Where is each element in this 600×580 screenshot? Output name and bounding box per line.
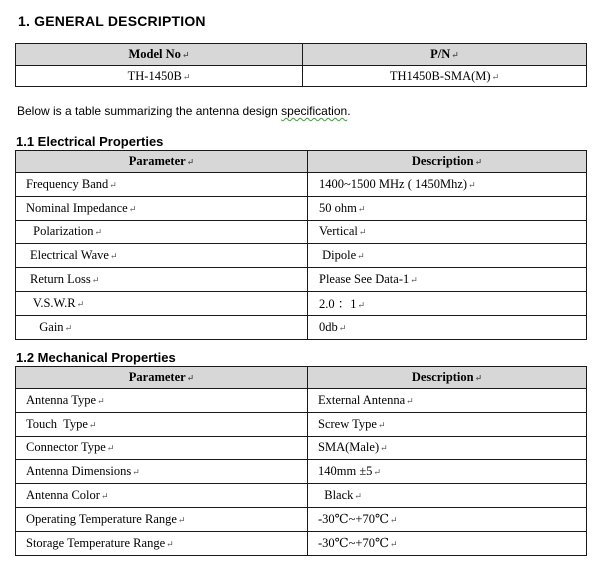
table-row <box>16 315 587 339</box>
param-cell: Gain↵ <box>16 315 308 339</box>
desc-cell: SMA(Male)↵ <box>308 436 587 460</box>
paragraph-mark-icon: ↵ <box>186 157 195 167</box>
paragraph-mark-icon: ↵ <box>181 50 190 60</box>
paragraph-mark-icon: ↵ <box>410 275 418 286</box>
desc-cell: Please See Data-1↵ <box>308 268 587 292</box>
table-row <box>16 220 587 244</box>
table-row <box>16 291 587 315</box>
paragraph-mark-icon: ↵ <box>357 251 365 262</box>
paragraph-mark-icon: ↵ <box>109 179 117 190</box>
model-table-row <box>16 66 587 87</box>
paragraph-mark-icon: ↵ <box>357 203 366 214</box>
intro-text-end: . <box>347 104 351 118</box>
paragraph-mark-icon: ↵ <box>451 50 459 60</box>
description-header: Description↵ <box>308 151 587 173</box>
paragraph-mark-icon: ↵ <box>354 491 362 502</box>
model-table-header-row <box>16 44 587 66</box>
table-header-row <box>16 367 587 389</box>
electrical-properties-table <box>15 150 587 340</box>
paragraph-mark-icon: ↵ <box>186 373 195 383</box>
param-cell: Antenna Dimensions↵ <box>16 460 308 484</box>
desc-cell: Vertical↵ <box>308 220 587 244</box>
section-title-mechanical: 1.2 Mechanical Properties <box>16 350 176 365</box>
table-row <box>16 173 587 197</box>
table-row <box>16 268 587 292</box>
param-cell: Touch Type↵ <box>16 412 308 436</box>
paragraph-mark-icon: ↵ <box>357 300 366 311</box>
paragraph-mark-icon: ↵ <box>338 322 347 333</box>
intro-text: Below is a table summarizing the antenna design <box>17 104 282 118</box>
desc-cell: 140mm ±5↵ <box>308 460 587 484</box>
parameter-header: Parameter↵ <box>16 367 308 389</box>
param-cell: Connector Type↵ <box>16 436 308 460</box>
param-cell: Nominal Impedance↵ <box>16 196 308 220</box>
paragraph-mark-icon: ↵ <box>100 491 109 502</box>
paragraph-mark-icon: ↵ <box>128 203 137 214</box>
desc-cell: 1400~1500 MHz ( 1450Mhz)↵ <box>308 173 587 197</box>
desc-cell: 50 ohm↵ <box>308 196 587 220</box>
param-cell: Return Loss↵ <box>16 268 308 292</box>
param-cell: Frequency Band↵ <box>16 173 308 197</box>
paragraph-mark-icon: ↵ <box>177 514 186 525</box>
param-cell: V.S.W.R↵ <box>16 291 308 315</box>
paragraph-mark-icon: ↵ <box>94 227 103 238</box>
mechanical-properties-table <box>15 366 587 556</box>
desc-cell: 0db↵ <box>308 315 587 339</box>
table-row <box>16 389 587 413</box>
paragraph-mark-icon: ↵ <box>389 515 398 526</box>
desc-cell: 2.0 ：1↵ <box>308 291 587 315</box>
paragraph-mark-icon: ↵ <box>373 467 381 478</box>
model-no-value: TH-1450B↵ <box>16 66 303 87</box>
desc-cell: External Antenna↵ <box>308 389 587 413</box>
param-cell: Antenna Color↵ <box>16 484 308 508</box>
table-row <box>16 196 587 220</box>
pn-header: P/N↵ <box>303 44 587 66</box>
intro-spell-word: specification <box>281 104 348 118</box>
paragraph-mark-icon: ↵ <box>132 467 140 478</box>
paragraph-mark-icon: ↵ <box>491 71 500 82</box>
table-row <box>16 244 587 268</box>
intro-paragraph <box>17 104 351 118</box>
paragraph-mark-icon: ↵ <box>88 419 97 430</box>
paragraph-mark-icon: ↵ <box>474 157 483 167</box>
param-cell: Polarization↵ <box>16 220 308 244</box>
paragraph-mark-icon: ↵ <box>91 275 100 286</box>
paragraph-mark-icon: ↵ <box>377 419 386 430</box>
description-header: Description↵ <box>308 367 587 389</box>
table-row <box>16 507 587 531</box>
param-cell: Operating Temperature Range↵ <box>16 507 308 531</box>
desc-cell: Black↵ <box>308 484 587 508</box>
paragraph-mark-icon: ↵ <box>380 443 388 454</box>
paragraph-mark-icon: ↵ <box>166 538 174 549</box>
paragraph-mark-icon: ↵ <box>76 298 85 309</box>
table-row <box>16 460 587 484</box>
param-cell: Storage Temperature Range↵ <box>16 531 308 555</box>
table-row <box>16 412 587 436</box>
desc-cell: -30℃~+70℃↵ <box>308 531 587 555</box>
section-title-electrical: 1.1 Electrical Properties <box>16 134 164 149</box>
param-cell: Electrical Wave↵ <box>16 244 308 268</box>
parameter-header: Parameter↵ <box>16 151 308 173</box>
paragraph-mark-icon: ↵ <box>406 395 414 406</box>
model-no-header: Model No↵ <box>16 44 303 66</box>
desc-cell: -30℃~+70℃↵ <box>308 507 587 531</box>
paragraph-mark-icon: ↵ <box>109 251 118 262</box>
paragraph-mark-icon: ↵ <box>358 227 367 238</box>
table-row <box>16 436 587 460</box>
table-row <box>16 531 587 555</box>
pn-value: TH1450B-SMA(M)↵ <box>303 66 587 87</box>
paragraph-mark-icon: ↵ <box>97 395 105 406</box>
paragraph-mark-icon: ↵ <box>106 443 115 454</box>
paragraph-mark-icon: ↵ <box>474 373 483 383</box>
paragraph-mark-icon: ↵ <box>182 71 191 82</box>
paragraph-mark-icon: ↵ <box>468 179 476 190</box>
param-cell: Antenna Type↵ <box>16 389 308 413</box>
desc-cell: Dipole↵ <box>308 244 587 268</box>
paragraph-mark-icon: ↵ <box>64 322 73 333</box>
paragraph-mark-icon: ↵ <box>389 539 398 550</box>
desc-cell: Screw Type↵ <box>308 412 587 436</box>
table-header-row <box>16 151 587 173</box>
table-row <box>16 484 587 508</box>
section-title-general-description: 1. GENERAL DESCRIPTION <box>18 13 206 29</box>
model-table <box>15 43 587 87</box>
